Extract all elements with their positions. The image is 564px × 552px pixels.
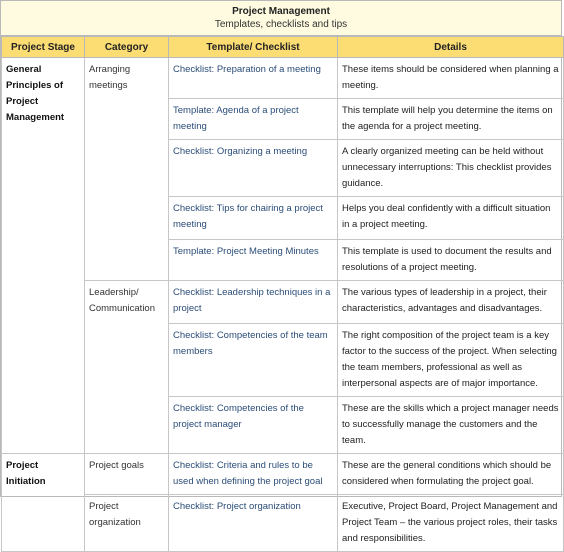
table-title: Project Management [232,6,330,17]
details-cell: Executive, Project Board, Project Management and Project Team – the various project roles, their tasks and responsibilities. [338,495,564,552]
category-cell-project-goals: Project goals [85,454,169,495]
details-cell: These are the skills which a project manager needs to successfully manage the customers and the team. [338,397,564,454]
table-row [2,454,564,495]
template-link[interactable]: Checklist: Competencies of the team members [169,324,338,397]
table-header-row [2,37,564,58]
templates-table [1,36,564,552]
table-row [2,281,564,324]
table-row [2,58,564,99]
category-cell-project-organization: Project organization [85,495,169,552]
details-cell: This template will help you determine the items on the agenda for a project meeting. [338,99,564,140]
stage-cell-project-initiation: Project Initiation [2,454,85,552]
template-link[interactable]: Checklist: Preparation of a meeting [169,58,338,99]
column-header-project-stage: Project Stage [2,37,85,58]
category-cell-leadership-communication: Leadership/ Communication [85,281,169,454]
template-link[interactable]: Template: Agenda of a project meeting [169,99,338,140]
template-link[interactable]: Checklist: Project organization [169,495,338,552]
column-header-category: Category [85,37,169,58]
template-link[interactable]: Checklist: Criteria and rules to be used when defining the project goal [169,454,338,495]
table-title-block [1,1,561,36]
details-cell: These are the general conditions which should be considered when formulating the project goal. [338,454,564,495]
table-subtitle: Templates, checklists and tips [214,19,348,30]
column-header-details: Details [338,37,564,58]
details-cell: The various types of leadership in a project, their characteristics, advantages and disadvantages. [338,281,564,324]
details-cell: The right composition of the project team is a key factor to the success of the project. When selecting the team members, professional as well as interpersonal aspects are of major importance. [338,324,564,397]
table-row [2,495,564,552]
stage-cell-general-principles: General Principles of Project Management [2,58,85,454]
category-cell-arranging-meetings: Arranging meetings [85,58,169,281]
details-cell: A clearly organized meeting can be held without unnecessary interruptions: This checklist provides guidance. [338,140,564,197]
details-cell: Helps you deal confidently with a difficult situation in a project meeting. [338,197,564,240]
details-cell: This template is used to document the results and resolutions of a project meeting. [338,240,564,281]
template-link[interactable]: Checklist: Tips for chairing a project meeting [169,197,338,240]
template-link[interactable]: Checklist: Leadership techniques in a project [169,281,338,324]
details-cell: These items should be considered when planning a meeting. [338,58,564,99]
template-link[interactable]: Checklist: Competencies of the project manager [169,397,338,454]
template-link[interactable]: Template: Project Meeting Minutes [169,240,338,281]
column-header-template-checklist: Template/ Checklist [169,37,338,58]
template-link[interactable]: Checklist: Organizing a meeting [169,140,338,197]
